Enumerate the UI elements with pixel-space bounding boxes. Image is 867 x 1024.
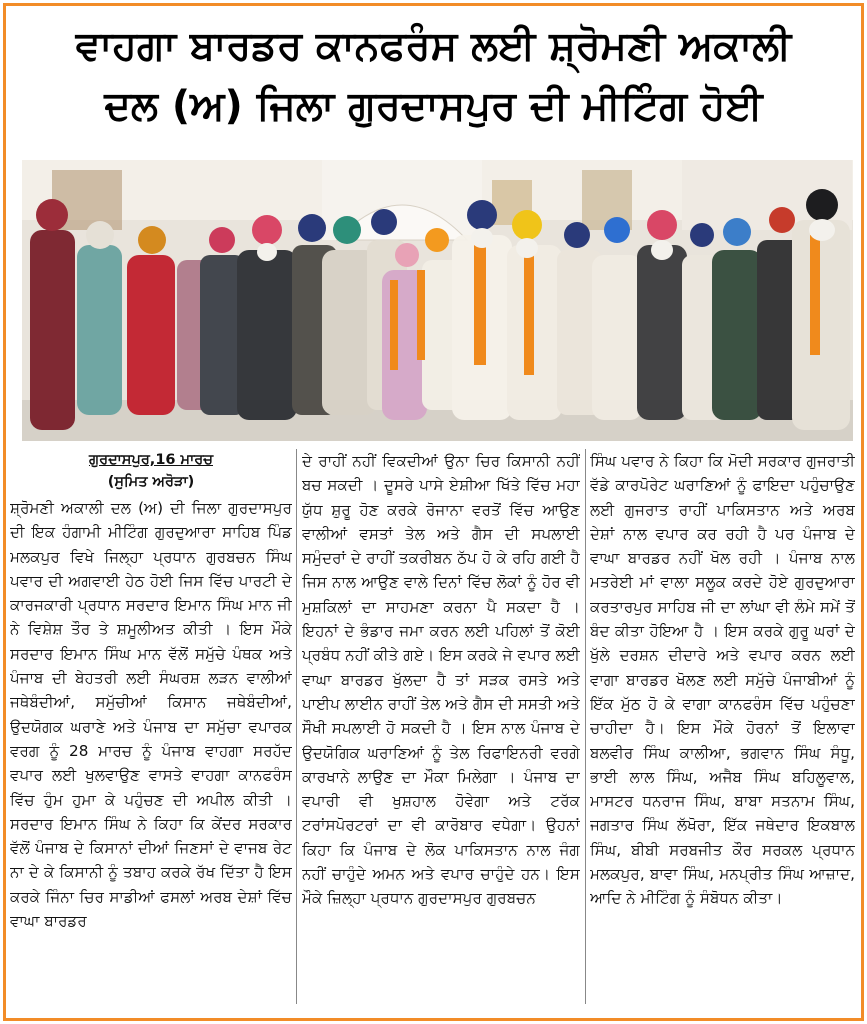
- article-column-3: [590, 449, 855, 1004]
- article-column-2: [302, 449, 580, 1004]
- group-photo: [22, 160, 853, 441]
- article-body: [10, 449, 855, 1004]
- column-2-text: ਦੇ ਰਾਹੀਂ ਨਹੀਂ ਵਿਕਦੀਆਂ ਉਨਾ ਚਿਰ ਕਿਸਾਨੀ ਨਹੀਂ ਬਚ ਸਕਦੀ । ਦੂਸਰੇ ਪਾਸੇ ਏਸ਼ੀਆ ਖਿੱਤੇ ਵਿੱਚ ਮਹਾ ਯੁੱਧ ਸ਼ੁਰੂ ਹੋਣ ਕਰਕੇ ਰੋਜਾਨਾ ਵਰਤੋਂ ਵਿੱਚ ਆਉਣ ਵਾਲੀਆਂ ਵਸਤਾਂ ਤੇਲ ਅਤੇ ਗੈਸ ਦੀ ਸਪਲਾਈ ਸਮੁੰਦਰਾਂ ਦੇ ਰਾਹੀਂ ਤਕਰੀਬਨ ਠੱਪ ਹੋ ਕੇ ਰਹਿ ਗਈ ਹੈ ਜਿਸ ਨਾਲ ਆਉਣ ਵਾਲੇ ਦਿਨਾਂ ਵਿੱਚ ਲੋਕਾਂ ਨੂੰ ਹੋਰ ਵੀ ਮੁਸ਼ਕਿਲਾਂ ਦਾ ਸਾਹਮਣਾ ਕਰਨਾ ਪੈ ਸਕਦਾ ਹੈ । ਇਹਨਾਂ ਦੇ ਭੰਡਾਰ ਜਮਾ ਕਰਨ ਲਈ ਪਹਿਲਾਂ ਤੋਂ ਕੋਈ ਪ੍ਰਬੰਧ ਨਹੀਂ ਕੀਤੇ ਗਏ। ਇਸ ਕਰਕੇ ਜੇ ਵਪਾਰ ਲਈ ਵਾਘਾ ਬਾਰਡਰ ਖੁੱਲਦਾ ਹੈ ਤਾਂ ਸੜਕ ਰਸਤੇ ਅਤੇ ਪਾਈਪ ਲਾਈਨ ਰਾਹੀਂ ਤੇਲ ਅਤੇ ਗੈਸ ਦੀ ਸਸਤੀ ਅਤੇ ਸੌਖੀ ਸਪਲਾਈ ਹੋ ਸਕਦੀ ਹੈ । ਇਸ ਨਾਲ ਪੰਜਾਬ ਦੇ ਉਦਯੋਗਿਕ ਘਰਾਣਿਆਂ ਨੂੰ ਤੇਲ ਰਿਫਾਇਨਰੀ ਵਰਗੇ ਕਾਰਖਾਨੇ ਲਾਉਣ ਦਾ ਮੌਕਾ ਮਿਲੇਗਾ । ਪੰਜਾਬ ਦਾ ਵਪਾਰੀ ਵੀ ਖੁਸ਼ਹਾਲ ਹੋਵੇਗਾ ਅਤੇ ਟਰੱਕ ਟਰਾਂਸਪੋਰਟਰਾਂ ਦਾ ਵੀ ਕਾਰੋਬਾਰ ਵਧੇਗਾ। ਉਹਨਾਂ ਕਿਹਾ ਕਿ ਪੰਜਾਬ ਦੇ ਲੋਕ ਪਾਕਿਸਤਾਨ ਨਾਲ ਜੰਗ ਨਹੀਂ ਚਾਹੁੰਦੇ ਅਮਨ ਅਤੇ ਵਪਾਰ ਚਾਹੁੰਦੇ ਹਨ। ਇਸ ਮੌਕੇ ਜ਼ਿਲ੍ਹਾ ਪ੍ਰਧਾਨ ਗੁਰਦਾਸਪੁਰ ਗੁਰਬਚਨ: [302, 452, 580, 908]
- group-photo-icon: [22, 160, 853, 441]
- headline: [6, 16, 861, 136]
- article-column-1: [10, 449, 292, 1004]
- column-divider: [296, 449, 297, 1004]
- headline-line-1: ਵਾਹਗਾ ਬਾਰਡਰ ਕਾਨਫਰੰਸ ਲਈ ਸ਼੍ਰੋਮਣੀ ਅਕਾਲੀ: [75, 23, 792, 69]
- column-3-text: ਸਿੰਘ ਪਵਾਰ ਨੇ ਕਿਹਾ ਕਿ ਮੋਦੀ ਸਰਕਾਰ ਗੁਜਰਾਤੀ ਵੱਡੇ ਕਾਰਪੋਰੇਟ ਘਰਾਣਿਆਂ ਨੂੰ ਫਾਇਦਾ ਪਹੁੰਚਾਉਣ ਲਈ ਗੁਜਰਾਤ ਰਾਹੀਂ ਪਾਕਿਸਤਾਨ ਅਤੇ ਅਰਬ ਦੇਸ਼ਾਂ ਨਾਲ ਵਪਾਰ ਕਰ ਰਹੀ ਹੈ ਪਰ ਪੰਜਾਬ ਦੇ ਵਾਘਾ ਬਾਰਡਰ ਨਹੀਂ ਖੋਲ ਰਹੀ । ਪੰਜਾਬ ਨਾਲ ਮਤਰੇਈ ਮਾਂ ਵਾਲਾ ਸਲੂਕ ਕਰਦੇ ਹੋਏ ਗੁਰਦੁਆਰਾ ਕਰਤਾਰਪੁਰ ਸਾਹਿਬ ਜੀ ਦਾ ਲਾਂਘਾ ਵੀ ਲੰਮੇ ਸਮੇਂ ਤੋਂ ਬੰਦ ਕੀਤਾ ਹੋਇਆ ਹੈ । ਇਸ ਕਰਕੇ ਗੁਰੂ ਘਰਾਂ ਦੇ ਖੁੱਲੇ ਦਰਸ਼ਨ ਦੀਦਾਰੇ ਅਤੇ ਵਪਾਰ ਕਰਨ ਲਈ ਵਾਗਾ ਬਾਰਡਰ ਖੋਲਣ ਲਈ ਸਮੁੱਚੇ ਪੰਜਾਬੀਆਂ ਨੂੰ ਇੱਕ ਮੁੱਠ ਹੋ ਕੇ ਵਾਗਾ ਕਾਨਫਰੰਸ ਵਿੱਚ ਪਹੁੰਚਣਾ ਚਾਹੀਦਾ ਹੈ। ਇਸ ਮੌਕੇ ਹੋਰਨਾਂ ਤੋਂ ਇਲਾਵਾ ਬਲਵੀਰ ਸਿੰਘ ਕਾਲੀਆ, ਭਗਵਾਨ ਸਿੰਘ ਸੰਧੂ, ਭਾਈ ਲਾਲ ਸਿੰਘ, ਅਜੈਬ ਸਿੰਘ ਬਹਿਲੂਵਾਲ, ਮਾਸਟਰ ਧਨਰਾਜ ਸਿੰਘ, ਬਾਬਾ ਸਤਨਾਮ ਸਿੰਘ, ਜਗਤਾਰ ਸਿੰਘ ਲੱਖੋਰਾ, ਇੱਕ ਜਥੇਦਾਰ ਇਕਬਾਲ ਸਿੰਘ, ਬੀਬੀ ਸਰਬਜੀਤ ਕੌਰ ਸਰਕਲ ਪ੍ਰਧਾਨ ਮਲਕਪੁਰ, ਬਾਵਾ ਸਿੰਘ, ਮਨਪ੍ਰੀਤ ਸਿੰਘ ਆਜ਼ਾਦ, ਆਦਿ ਨੇ ਮੀਟਿੰਗ ਨੂੰ ਸੰਬੋਧਨ ਕੀਤਾ।: [590, 452, 855, 908]
- headline-line-2: ਦਲ (ਅ) ਜਿਲਾ ਗੁਰਦਾਸਪੁਰ ਦੀ ਮੀਟਿੰਗ ਹੋਈ: [104, 83, 763, 129]
- dateline: ਗੁਰਦਾਸਪੁਰ,16 ਮਾਰਚ: [88, 452, 213, 468]
- column-divider: [585, 449, 586, 1004]
- reporter-byline: (ਸੁਮਿਤ ਅਰੋੜਾ): [107, 474, 195, 490]
- column-1-text: ਸ਼੍ਰੋਮਣੀ ਅਕਾਲੀ ਦਲ (ਅ) ਦੀ ਜਿਲਾ ਗੁਰਦਾਸਪੁਰ ਦੀ ਇਕ ਹੰਗਾਮੀ ਮੀਟਿੰਗ ਗੁਰਦੁਆਰਾ ਸਾਹਿਬ ਪਿੰਡ ਮਲਕਪੁਰ ਵਿਖੇ ਜਿਲ੍ਹਾ ਪ੍ਰਧਾਨ ਗੁਰਬਚਨ ਸਿੰਘ ਪਵਾਰ ਦੀ ਅਗਵਾਈ ਹੇਠ ਹੋਈ ਜਿਸ ਵਿੱਚ ਪਾਰਟੀ ਦੇ ਕਾਰਜਕਾਰੀ ਪ੍ਰਧਾਨ ਸਰਦਾਰ ਇਮਾਨ ਸਿੰਘ ਮਾਨ ਜੀ ਨੇ ਵਿਸ਼ੇਸ਼ ਤੌਰ ਤੇ ਸ਼ਮੂਲੀਅਤ ਕੀਤੀ । ਇਸ ਮੌਕੇ ਸਰਦਾਰ ਇਮਾਨ ਸਿੰਘ ਮਾਨ ਵੱਲੋਂ ਸਮੁੱਚੇ ਪੰਥਕ ਅਤੇ ਪੰਜਾਬ ਦੀ ਬੇਹਤਰੀ ਲਈ ਸੰਘਰਸ਼ ਲੜਨ ਵਾਲੀਆਂ ਜਥੇਬੰਦੀਆਂ, ਸਮੁੱਚੀਆਂ ਕਿਸਾਨ ਜਥੇਬੰਦੀਆਂ, ਉਦਯੋਗਕ ਘਰਾਣੇ ਅਤੇ ਪੰਜਾਬ ਦਾ ਸਮੁੱਚਾ ਵਪਾਰਕ ਵਰਗ ਨੂੰ 28 ਮਾਰਚ ਨੂੰ ਪੰਜਾਬ ਵਾਹਗਾ ਸਰਹੱਦ ਵਪਾਰ ਲਈ ਖੁਲਵਾਉਣ ਵਾਸਤੇ ਵਾਹਗਾ ਕਾਨਫਰੰਸ ਵਿੱਚ ਹੁੰਮ ਹੁਮਾ ਕੇ ਪਹੁੰਚਣ ਦੀ ਅਪੀਲ ਕੀਤੀ । ਸਰਦਾਰ ਇਮਾਨ ਸਿੰਘ ਨੇ ਕਿਹਾ ਕਿ ਕੇਂਦਰ ਸਰਕਾਰ ਵੱਲੋਂ ਪੰਜਾਬ ਦੇ ਕਿਸਾਨਾਂ ਦੀਆਂ ਜਿਣਸਾਂ ਦੇ ਵਾਜਬ ਰੇਟ ਨਾ ਦੇ ਕੇ ਕਿਸਾਨੀ ਨੂੰ ਤਬਾਹ ਕਰਕੇ ਰੱਖ ਦਿੱਤਾ ਹੈ ਇਸ ਕਰਕੇ ਜਿੰਨਾ ਚਿਰ ਸਾਡੀਆਂ ਫਸਲਾਂ ਅਰਬ ਦੇਸ਼ਾਂ ਵਿੱਚ ਵਾਘਾ ਬਾਰਡਰ: [10, 499, 292, 931]
